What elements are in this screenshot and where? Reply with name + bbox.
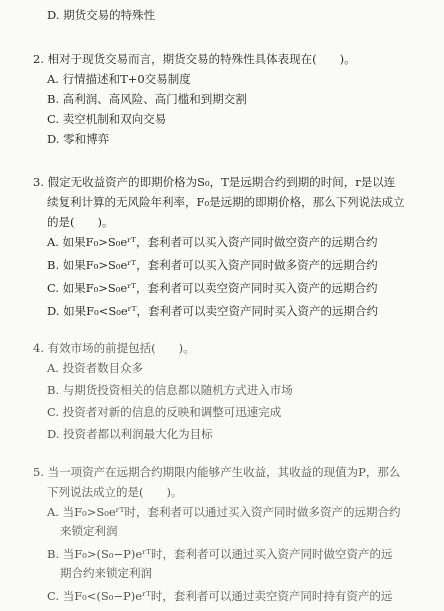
q2-option-a: A. 行情描述和T+0交易制度: [47, 72, 191, 86]
q4-option-b: B. 与期货投资相关的信息都以随机方式进入市场: [47, 383, 293, 397]
q4-option-c: C. 投资者对新的信息的反映和调整可迅速完成: [47, 405, 282, 419]
q3-option-a: A. 如果F₀>S₀eʳᵀ，套利者可以买入资产同时做空资产的远期合约: [47, 235, 378, 249]
q1-option-d: D. 期货交易的特殊性: [47, 8, 156, 22]
q5-option-a-line-2: 来锁定利润: [60, 524, 118, 538]
q5-option-b-line-1: B. 当F₀>(S₀−P)eʳᵀ时，套利者可以通过买入资产同时做空资产的远: [47, 547, 393, 561]
q3-stem-line-1: 3. 假定无收益资产的即期价格为S₀，T是远期合约到期的时间，r是以连: [33, 175, 396, 189]
q2-option-d: D. 零和博弈: [47, 132, 110, 146]
q2-option-c: C. 卖空机制和双向交易: [47, 112, 167, 126]
q4-option-d: D. 投资者都以利润最大化为目标: [47, 427, 213, 441]
q5-option-a-line-1: A. 当F₀>S₀eʳᵀ时，套利者可以通过买入资产同时做多资产的远期合约: [47, 505, 401, 519]
q5-stem-line-1: 5. 当一项资产在远期合约期限内能够产生收益，其收益的现值为P，那么: [33, 465, 401, 479]
q3-option-c: C. 如果F₀>S₀eʳᵀ，套利者可以卖空资产同时买入资产的远期合约: [47, 281, 378, 295]
q3-stem-line-2: 续复利计算的无风险年利率，F₀是远期的即期价格，那么下列说法成立: [47, 195, 405, 209]
q5-stem-line-2: 下列说法成立的是( )。: [47, 485, 183, 499]
q4-stem: 4. 有效市场的前提包括( )。: [33, 341, 195, 355]
q3-stem-line-3: 的是( )。: [47, 215, 114, 229]
q5-option-c-line-1: C. 当F₀<(S₀−P)eʳᵀ时，套利者可以通过卖空资产同时持有资产的远: [47, 589, 393, 603]
q4-option-a: A. 投资者数目众多: [47, 361, 144, 375]
q3-option-d: D. 如果F₀<S₀eʳᵀ，套利者可以卖空资产同时买入资产的远期合约: [47, 304, 378, 318]
q3-option-b: B. 如果F₀>S₀eʳᵀ，套利者可以买入资产同时做多资产的远期合约: [47, 258, 378, 272]
q5-option-b-line-2: 期合约来锁定利润: [60, 566, 152, 580]
q2-option-b: B. 高利润、高风险、高门槛和到期交割: [47, 92, 247, 106]
q2-stem: 2. 相对于现货交易而言，期货交易的特殊性具体表现在( )。: [33, 52, 356, 66]
